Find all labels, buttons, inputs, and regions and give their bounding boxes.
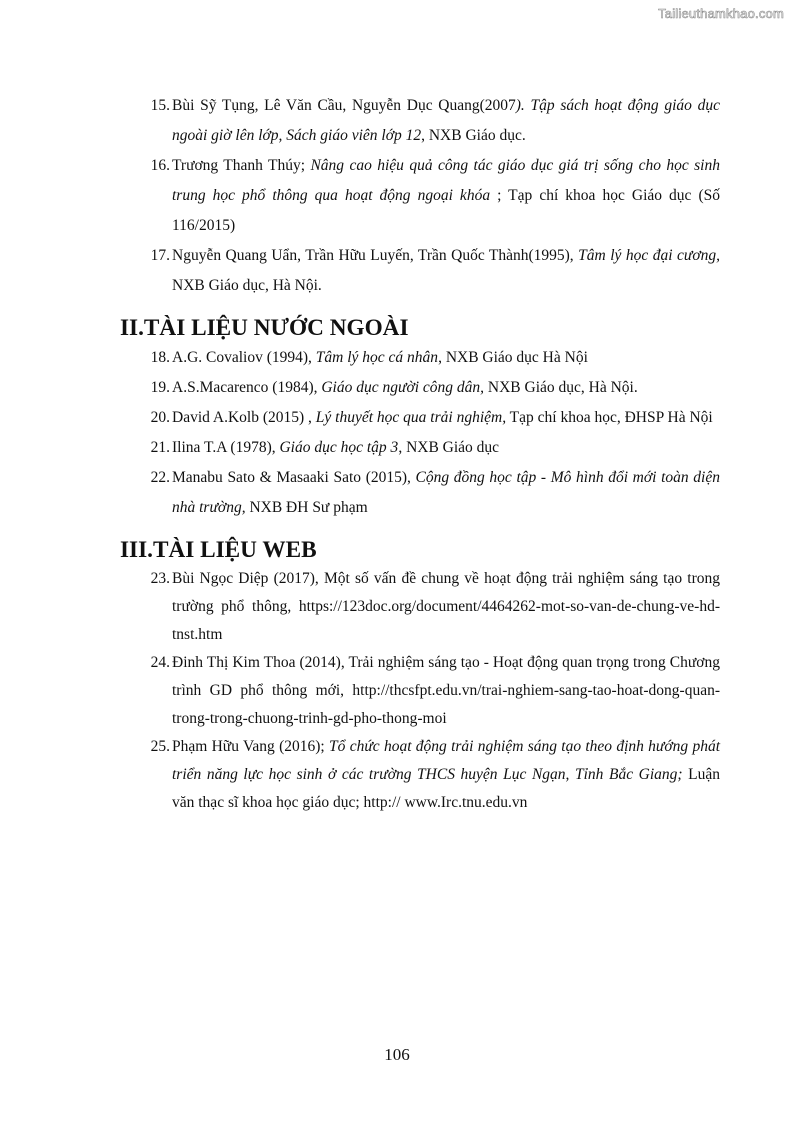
reference-item: 19. A.S.Macarenco (1984), Giáo dục người công dân, NXB Giáo dục, Hà Nội. <box>150 379 638 396</box>
reference-item: 15. Bùi Sỹ Tụng, Lê Văn Cầu, Nguyễn Dục Quang(2007). Tập sách hoạt động giáo dục ngoài giờ lên lớp, Sách giáo viên lớp 12, NXB Giáo dục. <box>150 97 720 144</box>
watermark: Tailieuthamkhao.com <box>658 6 784 21</box>
section-heading-web: III.TÀI LIỆU WEB <box>120 537 317 563</box>
reference-item: 22. Manabu Sato & Masaaki Sato (2015), Cộng đồng học tập - Mô hình đổi mới toàn diện nhà trường, NXB ĐH Sư phạm <box>150 469 720 516</box>
reference-item: 23. Bùi Ngọc Diệp (2017), Một số vấn đề chung về hoạt động trải nghiệm sáng tạo trong trường phổ thông, https://123doc.org/document/4464262-mot-so-van-de-chung-ve-hd-tnst.htm <box>150 570 720 643</box>
section-heading-foreign: II.TÀI LIỆU NƯỚC NGOÀI <box>120 315 409 341</box>
references-web <box>120 565 720 817</box>
reference-item: 16. Trương Thanh Thúy; Nâng cao hiệu quả công tác giáo dục giá trị sống cho học sinh trung học phổ thông qua hoạt động ngoại khóa ; Tạp chí khoa học Giáo dục (Số 116/2015) <box>150 157 720 234</box>
reference-item: 24. Đinh Thị Kim Thoa (2014), Trải nghiệm sáng tạo - Hoạt động quan trọng trong Chương trình GD phổ thông mới, http://thcsfpt.edu.vn/trai-nghiem-sang-tao-hoat-dong-quan-trong-trong-chuong-trinh-gd-pho-thong-moi <box>150 654 720 727</box>
reference-list <box>120 91 720 817</box>
reference-item: 20. David A.Kolb (2015) , Lý thuyết học qua trải nghiệm, Tạp chí khoa học, ĐHSP Hà Nội <box>150 409 713 426</box>
reference-item: 25. Phạm Hữu Vang (2016); Tổ chức hoạt động trải nghiệm sáng tạo theo định hướng phát triển năng lực học sinh ở các trường THCS huyện Lục Ngạn, Tỉnh Bắc Giang; Luận văn thạc sĩ khoa học giáo dục; http:// www.Irc.tnu.edu.vn <box>150 738 721 811</box>
page-number: 106 <box>384 1045 410 1064</box>
references-foreign <box>120 343 720 523</box>
references-vietnamese <box>120 91 720 301</box>
reference-item: 17. Nguyễn Quang Uẩn, Trần Hữu Luyến, Trần Quốc Thành(1995), Tâm lý học đại cương, NXB Giáo dục, Hà Nội. <box>150 247 720 294</box>
reference-item: 18. A.G. Covaliov (1994), Tâm lý học cá nhân, NXB Giáo dục Hà Nội <box>150 349 588 366</box>
reference-item: 21. Ilina T.A (1978), Giáo dục học tập 3, NXB Giáo dục <box>150 439 500 456</box>
